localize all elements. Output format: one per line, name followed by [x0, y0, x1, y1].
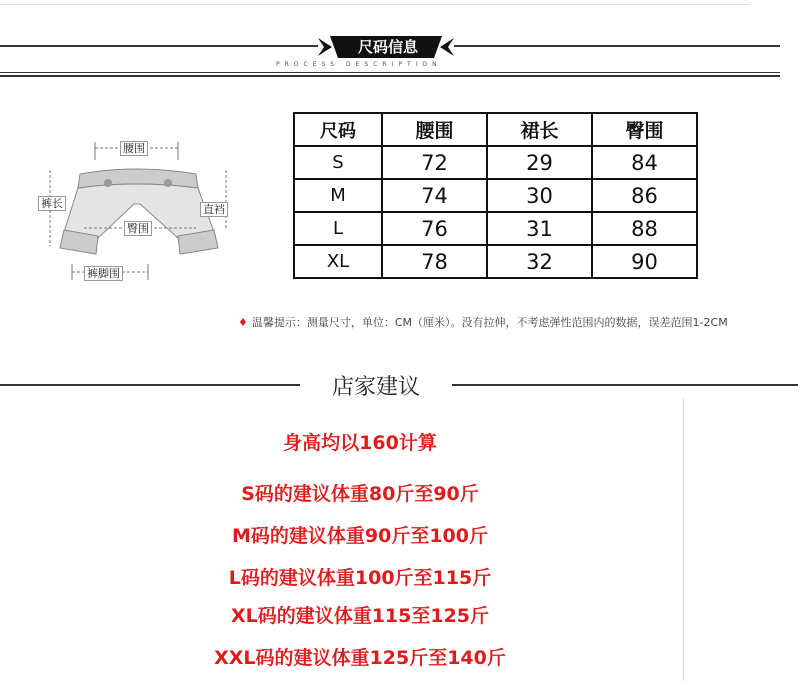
waist-label: 腰围 — [120, 141, 148, 156]
recommendation-xl: XL码的建议体重115至125斤 — [230, 605, 490, 627]
table-cell: 78 — [382, 245, 487, 278]
height-basis-text: 身高均以160计算 — [283, 432, 437, 454]
table-row — [294, 212, 697, 245]
table-cell: 86 — [592, 179, 697, 212]
section1-subtitle: PROCESS DESCRIPTION — [276, 61, 442, 68]
table-cell: 88 — [592, 212, 697, 245]
section2-left-line — [0, 384, 300, 386]
header-hip: 臀围 — [592, 113, 697, 146]
table-cell: XL — [294, 245, 382, 278]
table-header-row — [294, 113, 697, 146]
table-cell: 72 — [382, 146, 487, 179]
table-row — [294, 146, 697, 179]
table-cell: 84 — [592, 146, 697, 179]
right-panel-divider — [683, 398, 684, 681]
table-cell: S — [294, 146, 382, 179]
section1-title: 尺码信息 — [357, 38, 418, 56]
table-cell: L — [294, 212, 382, 245]
recommendation-l: L码的建议体重100斤至115斤 — [228, 567, 492, 589]
top-divider — [0, 4, 750, 5]
section2-right-line — [452, 384, 798, 386]
section1-right-line — [454, 45, 780, 47]
hem-label: 裤脚围 — [84, 266, 123, 281]
recommendation-s: S码的建议体重80斤至90斤 — [241, 483, 479, 505]
table-cell: 29 — [487, 146, 592, 179]
recommendation-xxl: XXL码的建议体重125斤至140斤 — [214, 647, 506, 669]
section2-title: 店家建议 — [331, 375, 420, 400]
section1-bottom-line-1 — [0, 72, 780, 73]
crotch-label: 直裆 — [200, 202, 228, 217]
table-row — [294, 245, 697, 278]
table-cell: 74 — [382, 179, 487, 212]
size-table — [293, 112, 698, 279]
table-cell: 31 — [487, 212, 592, 245]
length-label: 裤长 — [38, 196, 66, 211]
recommendation-m: M码的建议体重90斤至100斤 — [231, 525, 488, 547]
header-length: 裙长 — [487, 113, 592, 146]
header-size: 尺码 — [294, 113, 382, 146]
note-text: 温馨提示：测量尺寸，单位：CM（厘米）。没有拉伸，不考虑弹性范围内的数据，误差范围1-2CM — [251, 316, 728, 329]
diamond-icon: ♦ — [238, 316, 248, 329]
hip-label: 臀围 — [124, 221, 152, 236]
section1-left-line — [0, 45, 318, 47]
measurement-note — [238, 314, 728, 330]
table-cell: 90 — [592, 245, 697, 278]
table-row — [294, 179, 697, 212]
table-cell: 76 — [382, 212, 487, 245]
section1-bottom-line-2 — [0, 75, 780, 77]
header-waist: 腰围 — [382, 113, 487, 146]
table-cell: 30 — [487, 179, 592, 212]
table-cell: M — [294, 179, 382, 212]
table-cell: 32 — [487, 245, 592, 278]
